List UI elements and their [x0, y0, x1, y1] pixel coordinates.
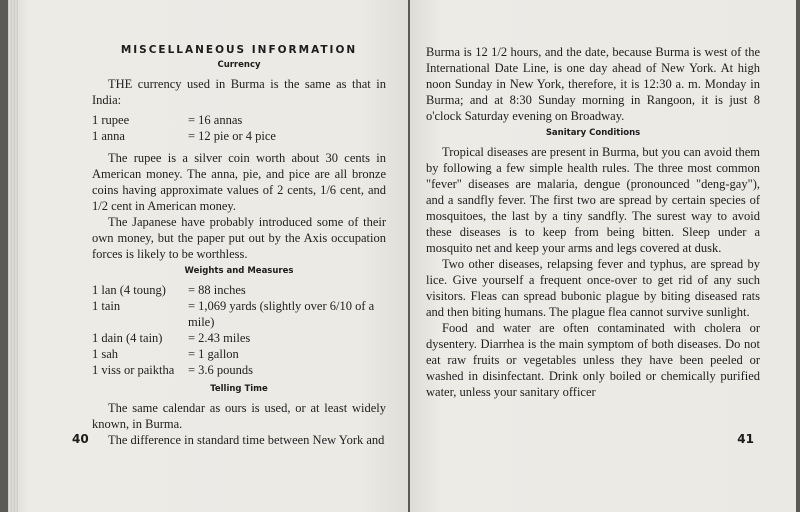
weight-unit: 1 sah	[92, 347, 119, 361]
sanitary-heading: Sanitary Conditions	[545, 128, 641, 138]
currency-intro: THE currency used in Burma is the same as that in India:	[92, 77, 386, 107]
rate-right: = 12 pie or 4 pice	[188, 129, 276, 143]
weight-value: = 1,069 yards (slightly over 6/10 of a mile)	[188, 299, 375, 329]
currency-paragraph-1: The rupee is a silver coin worth about 30 cents in American money. The anna, pie, and pice are all bronze coins having approximate values of 2 cents, 1/6 cent, and 1/2 cent in American money.	[92, 151, 386, 213]
weight-unit: 1 viss or paiktha	[92, 363, 175, 377]
currency-heading: Currency	[217, 60, 261, 70]
weight-value: = 88 inches	[188, 283, 246, 297]
weight-value: = 3.6 pounds	[188, 363, 254, 377]
sanitary-paragraph-2: Two other diseases, relapsing fever and typhus, are spread by lice. Give yourself a frequent once-over to get rid of any such visitors. Fleas can spread bubonic plague by biting diseased rats and then biting humans. The plague flea cannot survive sunlight.	[426, 257, 760, 319]
left-page	[8, 0, 408, 512]
weight-unit: 1 dain (4 tain)	[92, 331, 163, 345]
weight-row	[92, 282, 386, 298]
page-number-left: 40	[72, 432, 89, 446]
time-heading: Telling Time	[210, 384, 268, 394]
time-paragraph-2: The difference in standard time between New York and	[108, 433, 385, 447]
section-heading: MISCELLANEOUS INFORMATION	[120, 44, 358, 56]
sanitary-paragraph-3: Food and water are often contaminated with cholera or dysentery. Diarrhea is the main symptom of both diseases. Do not eat raw fruits or vegetables unless they have been peeled or washed in disinfectant. Drink only boiled or chemically purified water, unless your sanitary officer	[426, 321, 760, 399]
right-page	[410, 0, 796, 512]
weight-row	[92, 298, 386, 330]
rate-left: 1 anna	[92, 129, 125, 143]
time-paragraph-1: The same calendar as ours is used, or at least widely known, in Burma.	[92, 401, 386, 431]
rate-right: = 16 annas	[188, 113, 243, 127]
rate-left: 1 rupee	[92, 113, 130, 127]
currency-rates	[92, 112, 386, 144]
weight-value: = 2.43 miles	[188, 331, 251, 345]
weight-row	[92, 346, 386, 362]
weight-unit: 1 tain	[92, 299, 121, 313]
weight-unit: 1 lan (4 toung)	[92, 283, 166, 297]
page-number-right: 41	[737, 432, 754, 446]
currency-paragraph-2: The Japanese have probably introduced some of their own money, but the paper put out by the Axis occupation forces is likely to be worthless.	[92, 215, 386, 261]
rate-row	[92, 128, 386, 144]
time-paragraph-continued: Burma is 12 1/2 hours, and the date, because Burma is west of the International Date Line, is one day ahead of New York. At high noon Sunday in New York, therefore, it is 12:30 a. m. Monday in Burma; and at 8:30 Sunday morning in Rangoon, it is just 8 o'clock Saturday evening on Broadway.	[426, 45, 760, 123]
weight-value: = 1 gallon	[188, 347, 239, 361]
page-edge-stack	[8, 0, 18, 512]
weights-table	[92, 282, 386, 378]
weight-row	[92, 362, 386, 378]
sanitary-paragraph-1: Tropical diseases are present in Burma, but you can avoid them by following a few simple health rules. The three most common "fever" diseases are malaria, dengue (pronounced "deng-gay"), and a sandfly fever. The first two are spread by certain species of mosquitoes, the last by a tiny sandfly. The surest way to avoid these diseases is to keep from being bitten. Sleep under a mosquito net and keep your arms and legs covered at dusk.	[426, 145, 760, 255]
weight-row	[92, 330, 386, 346]
weights-heading: Weights and Measures	[184, 266, 294, 276]
rate-row	[92, 112, 386, 128]
